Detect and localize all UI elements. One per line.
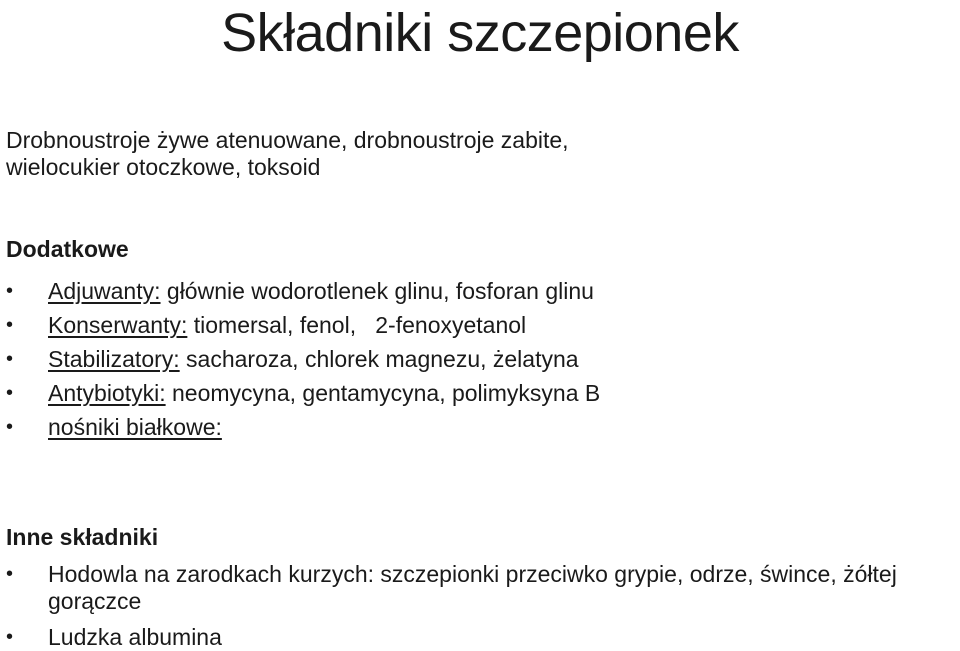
additives-list — [0, 274, 960, 444]
additive-term: nośniki białkowe: — [48, 414, 222, 440]
other-item-human-albumin — [0, 624, 960, 651]
additive-text: sacharoza, chlorek magnezu, żelatyna — [179, 346, 579, 372]
additive-text: neomycyna, gentamycyna, polimyksyna B — [165, 380, 601, 406]
other-item-text: Ludzka albumina — [48, 624, 222, 650]
intro-text — [6, 127, 946, 181]
intro-line-2: wielocukier otoczkowe, toksoid — [6, 154, 321, 180]
intro-line-1: Drobnoustroje żywe atenuowane, drobnoustroje zabite, — [6, 127, 569, 153]
slide-title: Składniki szczepionek — [221, 3, 739, 63]
bullet-icon: • — [6, 382, 14, 404]
additive-item-preservatives — [0, 308, 960, 342]
additive-item-stabilizers — [0, 342, 960, 376]
additive-term: Stabilizatory: — [48, 346, 180, 372]
bullet-icon: • — [6, 626, 14, 648]
other-item-egg-culture — [0, 561, 960, 615]
additive-term: Konserwanty: — [48, 312, 188, 338]
bullet-icon: • — [6, 416, 14, 438]
additive-term: Antybiotyki: — [48, 380, 166, 406]
additive-text: tiomersal, fenol, 2-fenoxyetanol — [187, 312, 527, 338]
bullet-icon: • — [6, 280, 14, 302]
additives-heading: Dodatkowe — [6, 236, 129, 262]
additive-term: Adjuwanty: — [48, 278, 161, 304]
other-list — [0, 561, 960, 651]
additive-text: głównie wodorotlenek glinu, fosforan glinu — [160, 278, 594, 304]
bullet-icon: • — [6, 314, 14, 336]
additive-item-protein-carriers — [0, 410, 960, 444]
additive-item-adjuvants — [0, 274, 960, 308]
other-heading: Inne składniki — [6, 524, 159, 550]
bullet-icon: • — [6, 348, 14, 370]
other-item-text: Hodowla na zarodkach kurzych: szczepionki przeciwko grypie, odrze, śwince, żółtej gorączce — [48, 561, 897, 614]
additive-item-antibiotics — [0, 376, 960, 410]
bullet-icon: • — [6, 563, 14, 585]
